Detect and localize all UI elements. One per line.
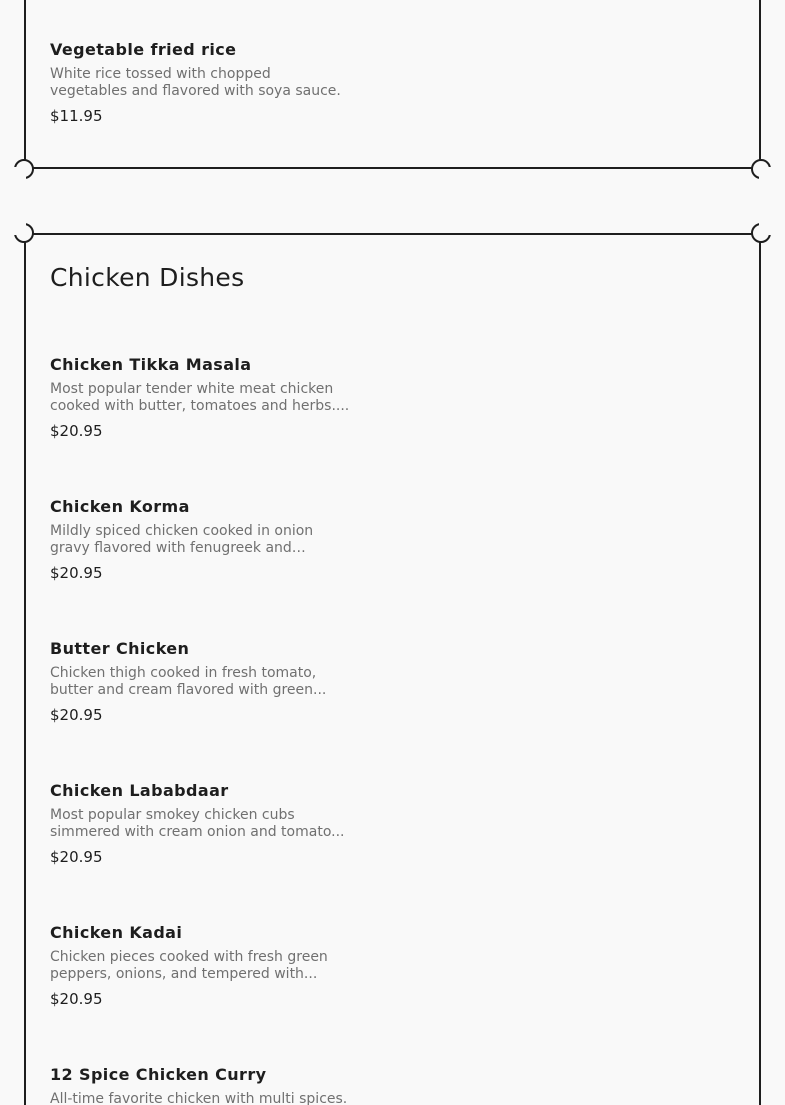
menu-item-name: Butter Chicken bbox=[50, 639, 190, 658]
menu-item-description: Chicken pieces cooked with fresh green peppers, onions, and tempered with... bbox=[50, 949, 328, 982]
section-title: Chicken Dishes bbox=[50, 263, 245, 292]
menu-item[interactable] bbox=[50, 781, 350, 866]
menu-item-price: $20.95 bbox=[50, 706, 103, 724]
menu-section-card-chicken bbox=[24, 233, 761, 1105]
menu-item[interactable] bbox=[50, 923, 350, 1008]
menu-item[interactable] bbox=[50, 639, 350, 724]
menu-item[interactable] bbox=[50, 40, 350, 125]
menu-item-name: Vegetable fried rice bbox=[50, 40, 237, 59]
menu-item-name: Chicken Lababdaar bbox=[50, 781, 229, 800]
menu-item-price: $20.95 bbox=[50, 564, 103, 582]
menu-item-name: 12 Spice Chicken Curry bbox=[50, 1065, 267, 1084]
menu-item-price: $20.95 bbox=[50, 422, 103, 440]
menu-item-price: $11.95 bbox=[50, 107, 103, 125]
menu-item-description: Mildly spiced chicken cooked in onion gravy flavored with fenugreek and bbox=[50, 523, 314, 556]
menu-item[interactable] bbox=[50, 497, 350, 582]
menu-item-description: All-time favorite chicken with multi spices. bbox=[50, 1091, 348, 1105]
menu-item-description: White rice tossed with chopped vegetables and flavored with soya sauce. bbox=[50, 66, 341, 99]
menu-item-description: Chicken thigh cooked in fresh tomato, butter and cream flavored with green... bbox=[50, 665, 327, 698]
menu-item-description: Most popular tender white meat chicken cooked with butter, tomatoes and herbs.... bbox=[50, 381, 350, 414]
menu-item[interactable] bbox=[50, 1065, 350, 1105]
menu-item-name: Chicken Kadai bbox=[50, 923, 183, 942]
menu-item-name: Chicken Tikka Masala bbox=[50, 355, 252, 374]
menu-item-price: $20.95 bbox=[50, 990, 103, 1008]
menu-item-price: $20.95 bbox=[50, 848, 103, 866]
menu-item-name: Chicken Korma bbox=[50, 497, 190, 516]
menu-item[interactable] bbox=[50, 355, 350, 440]
menu-item-description: Most popular smokey chicken cubs simmered with cream onion and tomato... bbox=[50, 807, 345, 840]
menu-section-card-rice bbox=[24, 0, 761, 169]
